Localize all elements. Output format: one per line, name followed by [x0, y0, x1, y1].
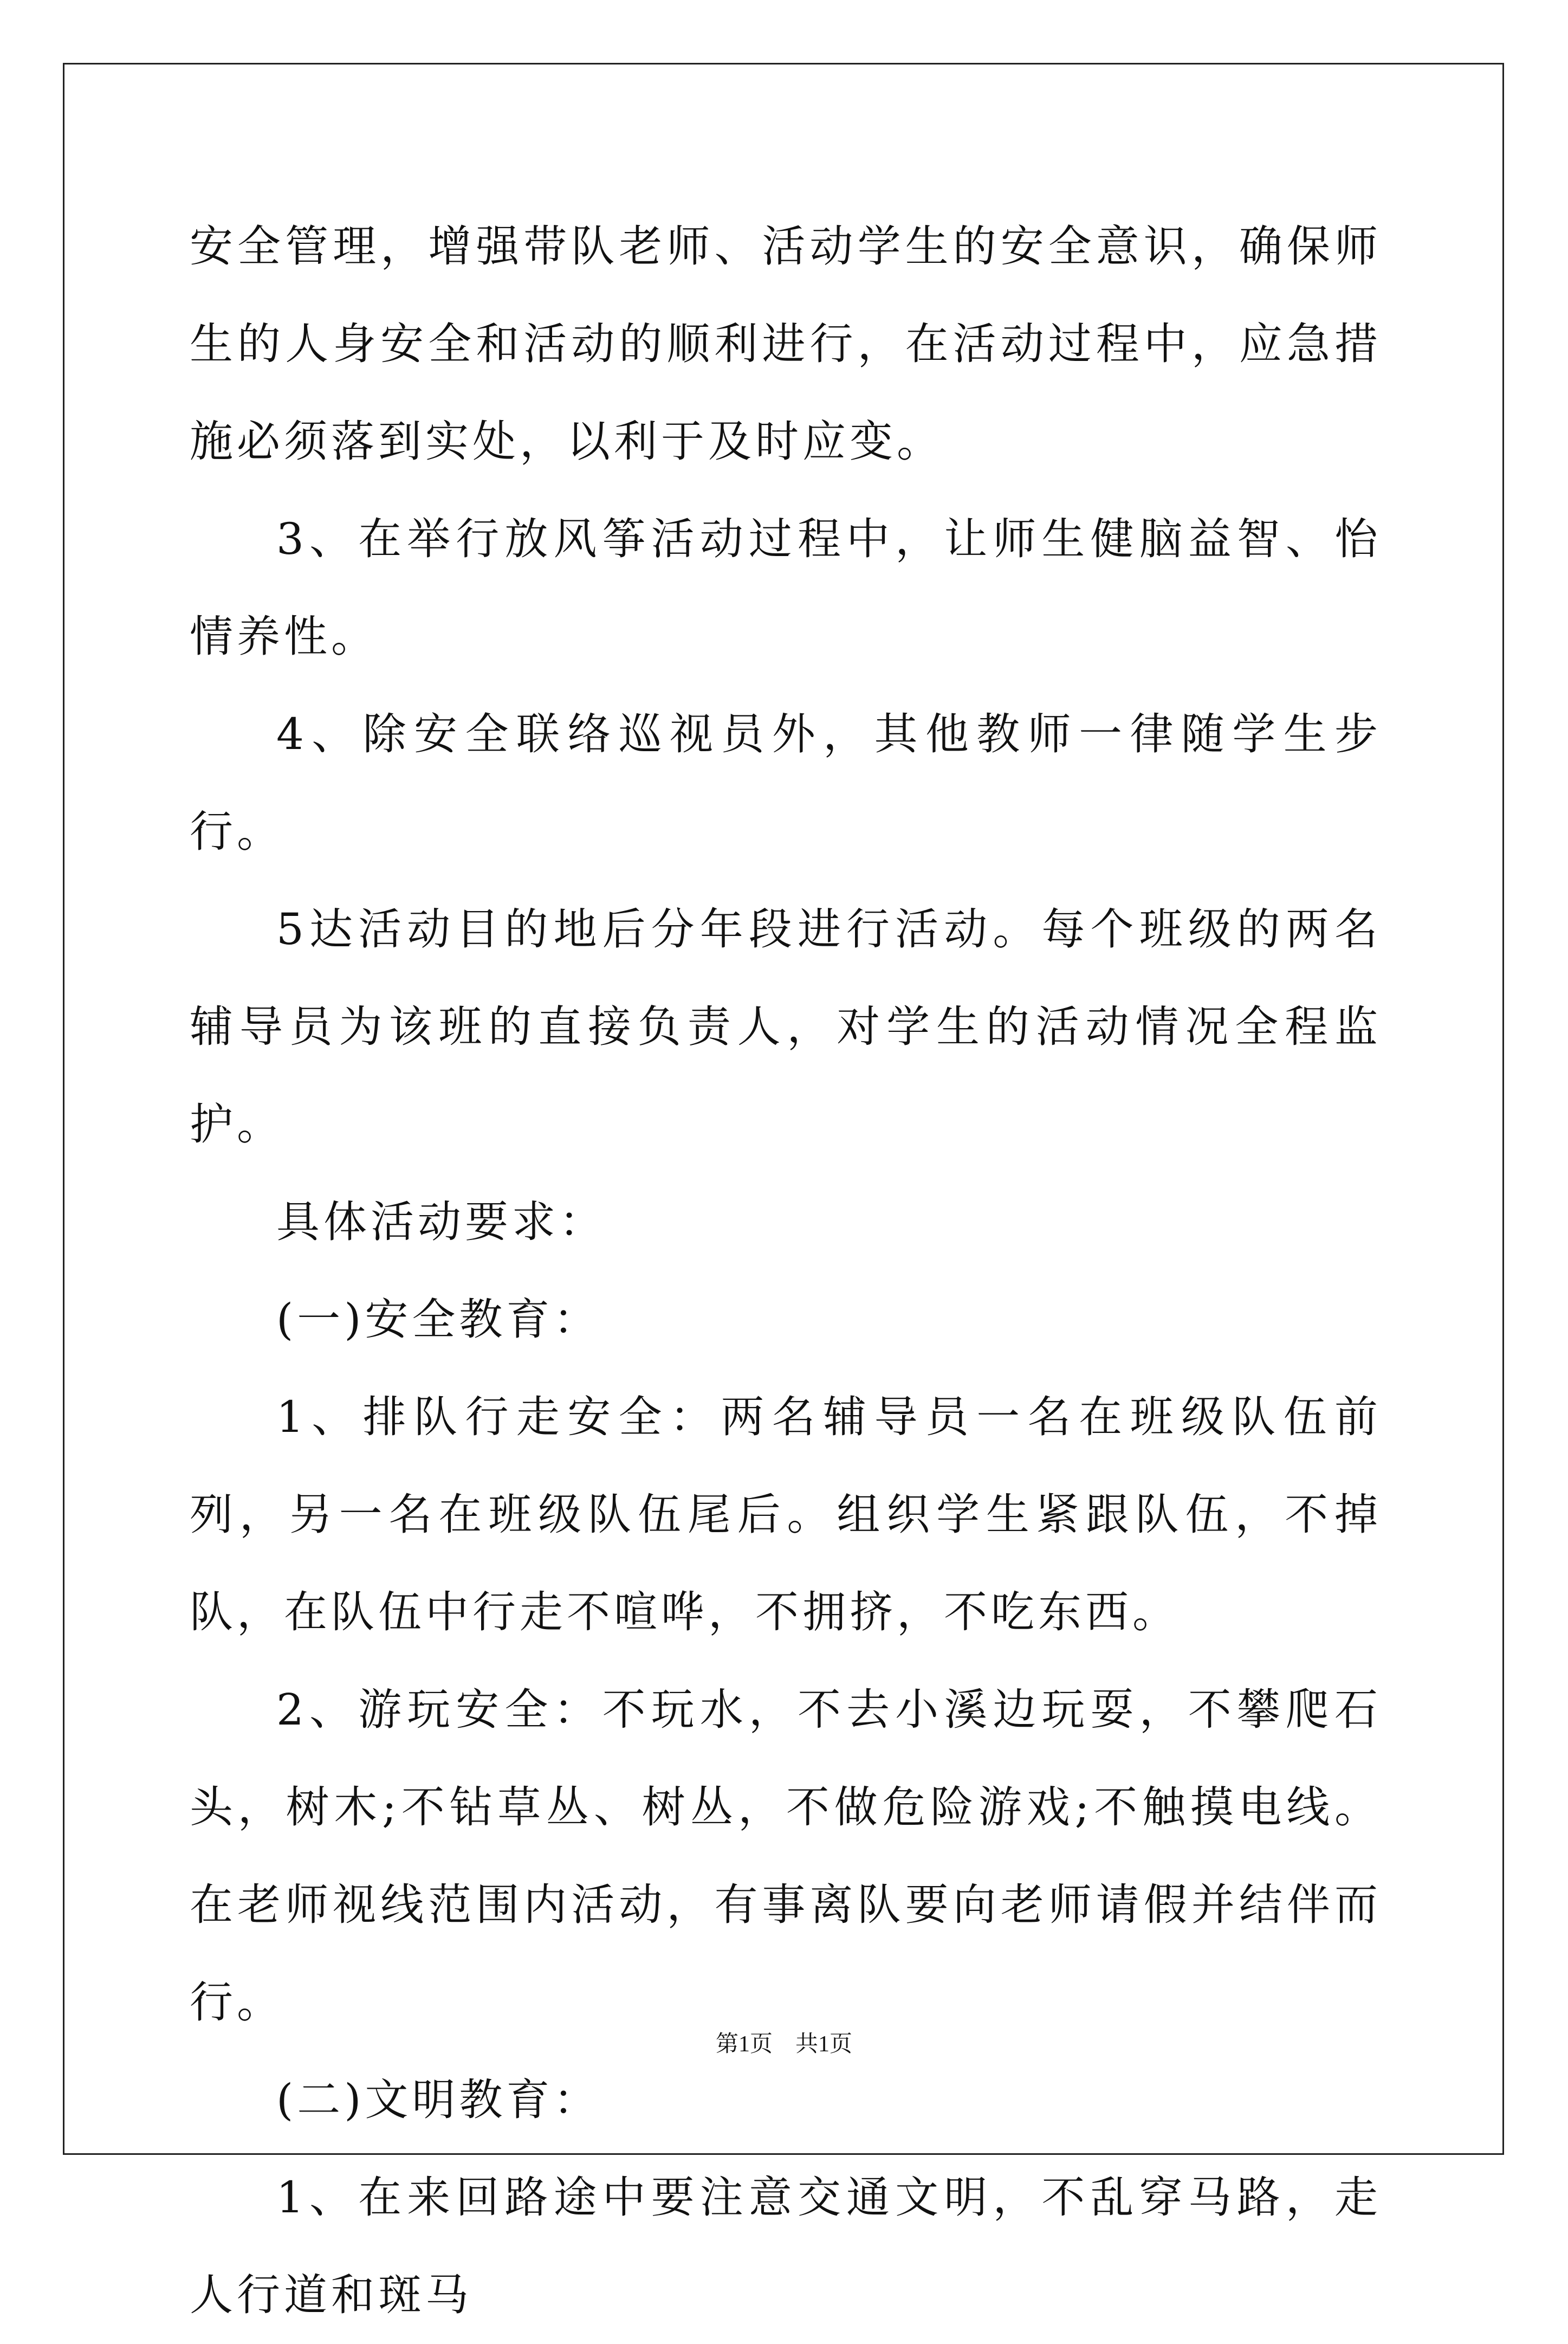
paragraph-8: 2、游玩安全：不玩水，不去小溪边玩耍，不攀爬石头，树木;不钻草丛、树丛，不做危险游戏;不触摸电线。在老师视线范围内活动，有事离队要向老师请假并结伴而行。	[190, 1684, 1382, 2027]
section-heading-civility: (二)文明教育：	[276, 2075, 601, 2125]
paragraph-7: 1、排队行走安全：两名辅导员一名在班级队伍前列，另一名在班级队伍尾后。组织学生紧跟队伍，不掉队，在队伍中行走不喧哗，不拥挤，不吃东西。	[190, 1392, 1382, 1637]
page-footer: 第1页 共1页	[715, 2032, 852, 2057]
section-heading-safety: (一)安全教育：	[276, 1294, 601, 1345]
paragraph-2: 3、在举行放风筝活动过程中，让师生健脑益智、怡情养性。	[190, 514, 1382, 662]
paragraph-4: 5达活动目的地后分年段进行活动。每个班级的两名辅导员为该班的直接负责人，对学生的活动情况全程监护。	[190, 904, 1382, 1150]
paragraph-3: 4、除安全联络巡视员外，其他教师一律随学生步行。	[190, 709, 1382, 857]
paragraph-5-heading: 具体活动要求：	[276, 1197, 606, 1247]
paragraph-10: 1、在来回路途中要注意交通文明，不乱穿马路，走人行道和斑马	[190, 2172, 1382, 2320]
paragraph-1: 安全管理，增强带队老师、活动学生的安全意识，确保师生的人身安全和活动的顺利进行，在活动过程中，应急措施必须落到实处，以利于及时应变。	[190, 221, 1382, 467]
document-body	[190, 198, 1382, 2344]
